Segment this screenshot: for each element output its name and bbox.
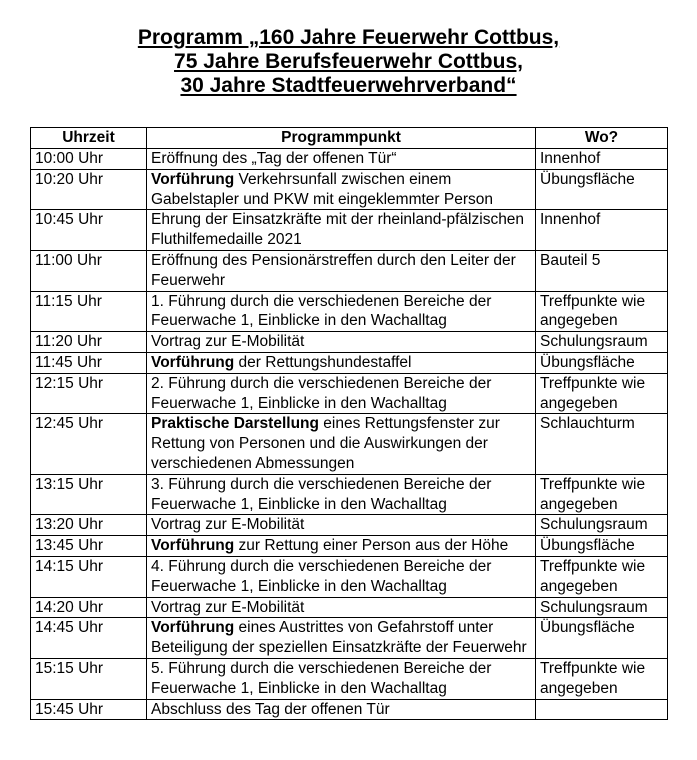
program-item-text: 5. Führung durch die verschiedenen Bereiche der Feuerwache 1, Einblicke in den Wachalltag	[151, 659, 492, 697]
table-row	[31, 250, 668, 291]
row-program-item	[147, 250, 536, 291]
table-row	[31, 474, 668, 515]
row-program-item	[147, 556, 536, 597]
row-time: 14:20 Uhr	[31, 597, 147, 618]
program-item-highlight: Vorführung	[151, 170, 235, 188]
program-item-highlight: Vorführung	[151, 353, 235, 371]
row-location: Innenhof	[536, 210, 668, 251]
row-program-item	[147, 210, 536, 251]
column-header-time: Uhrzeit	[31, 128, 147, 149]
program-item-text: Eröffnung des Pensionärstreffen durch den Leiter der Feuerwehr	[151, 251, 516, 289]
column-header-program-item: Programmpunkt	[147, 128, 536, 149]
table-row	[31, 597, 668, 618]
table-row	[31, 291, 668, 332]
row-location: Übungsfläche	[536, 169, 668, 210]
row-program-item	[147, 515, 536, 536]
title-line-2: 75 Jahre Berufsfeuerwehr Cottbus,	[174, 50, 523, 73]
program-item-text: Abschluss des Tag der offenen Tür	[151, 700, 390, 718]
row-location: Übungsfläche	[536, 352, 668, 373]
row-location	[536, 699, 668, 720]
row-time: 15:15 Uhr	[31, 658, 147, 699]
row-time: 13:15 Uhr	[31, 474, 147, 515]
row-location: Bauteil 5	[536, 250, 668, 291]
table-header-row	[31, 128, 668, 149]
row-program-item	[147, 149, 536, 170]
row-program-item	[147, 352, 536, 373]
table-row	[31, 515, 668, 536]
row-time: 11:45 Uhr	[31, 352, 147, 373]
document-title	[0, 26, 697, 98]
table-row	[31, 169, 668, 210]
table-row	[31, 699, 668, 720]
row-program-item	[147, 373, 536, 414]
title-line-3: 30 Jahre Stadtfeuerwehrverband“	[180, 74, 517, 97]
row-location: Treffpunkte wie angegeben	[536, 658, 668, 699]
row-time: 11:15 Uhr	[31, 291, 147, 332]
table-row	[31, 210, 668, 251]
row-location: Innenhof	[536, 149, 668, 170]
program-item-text: Vortrag zur E-Mobilität	[151, 333, 305, 351]
program-item-text: 2. Führung durch die verschiedenen Bereiche der Feuerwache 1, Einblicke in den Wachalltag	[151, 374, 492, 412]
row-time: 15:45 Uhr	[31, 699, 147, 720]
program-item-text: der Rettungshundestaffel	[234, 353, 412, 371]
row-program-item	[147, 536, 536, 557]
row-program-item	[147, 169, 536, 210]
table-row	[31, 658, 668, 699]
column-header-location: Wo?	[536, 128, 668, 149]
program-item-highlight: Vorführung	[151, 619, 235, 637]
row-program-item	[147, 291, 536, 332]
row-location: Treffpunkte wie angegeben	[536, 291, 668, 332]
table-row	[31, 332, 668, 353]
title-line-1: Programm „160 Jahre Feuerwehr Cottbus,	[137, 26, 560, 49]
row-time: 10:00 Uhr	[31, 149, 147, 170]
row-time: 14:45 Uhr	[31, 618, 147, 659]
row-location: Schlauchturm	[536, 414, 668, 474]
table-row	[31, 373, 668, 414]
program-item-highlight: Vorführung	[151, 537, 235, 555]
row-time: 10:20 Uhr	[31, 169, 147, 210]
row-program-item	[147, 618, 536, 659]
program-item-text: 4. Führung durch die verschiedenen Bereiche der Feuerwache 1, Einblicke in den Wachalltag	[151, 557, 492, 595]
row-location: Übungsfläche	[536, 618, 668, 659]
row-time: 12:45 Uhr	[31, 414, 147, 474]
table-row	[31, 618, 668, 659]
table-row	[31, 536, 668, 557]
program-item-text: eines Rettungsfenster zur Rettung von Personen und die Auswirkungen der verschiedenen Abmessungen	[151, 415, 500, 472]
table-row	[31, 352, 668, 373]
program-item-text: Ehrung der Einsatzkräfte mit der rheinland-pfälzischen Fluthilfemedaille 2021	[151, 211, 525, 249]
row-location: Schulungsraum	[536, 515, 668, 536]
row-time: 13:20 Uhr	[31, 515, 147, 536]
table-row	[31, 414, 668, 474]
program-item-text: zur Rettung einer Person aus der Höhe	[234, 537, 509, 555]
row-time: 11:00 Uhr	[31, 250, 147, 291]
table-row	[31, 556, 668, 597]
row-program-item	[147, 332, 536, 353]
row-location: Schulungsraum	[536, 332, 668, 353]
row-program-item	[147, 597, 536, 618]
program-item-text: 1. Führung durch die verschiedenen Bereiche der Feuerwache 1, Einblicke in den Wachalltag	[151, 292, 492, 330]
row-program-item	[147, 474, 536, 515]
row-time: 14:15 Uhr	[31, 556, 147, 597]
row-time: 11:20 Uhr	[31, 332, 147, 353]
row-program-item	[147, 414, 536, 474]
program-item-text: Vortrag zur E-Mobilität	[151, 516, 305, 534]
table-row	[31, 149, 668, 170]
row-time: 12:15 Uhr	[31, 373, 147, 414]
program-item-highlight: Praktische Darstellung	[151, 415, 319, 433]
row-time: 10:45 Uhr	[31, 210, 147, 251]
row-location: Schulungsraum	[536, 597, 668, 618]
program-table	[30, 127, 668, 720]
row-program-item	[147, 699, 536, 720]
program-item-text: 3. Führung durch die verschiedenen Bereiche der Feuerwache 1, Einblicke in den Wachalltag	[151, 475, 492, 513]
row-time: 13:45 Uhr	[31, 536, 147, 557]
row-program-item	[147, 658, 536, 699]
row-location: Treffpunkte wie angegeben	[536, 373, 668, 414]
program-item-text: eines Austrittes von Gefahrstoff unter Beteiligung der speziellen Einsatzkräfte der Feuerwehr	[151, 619, 527, 657]
row-location: Treffpunkte wie angegeben	[536, 556, 668, 597]
row-location: Treffpunkte wie angegeben	[536, 474, 668, 515]
program-item-text: Verkehrsunfall zwischen einem Gabelstapler und PKW mit eingeklemmter Person	[151, 170, 494, 208]
row-location: Übungsfläche	[536, 536, 668, 557]
program-item-text: Vortrag zur E-Mobilität	[151, 598, 305, 616]
program-item-text: Eröffnung des „Tag der offenen Tür“	[151, 150, 397, 167]
table-body	[31, 149, 668, 720]
